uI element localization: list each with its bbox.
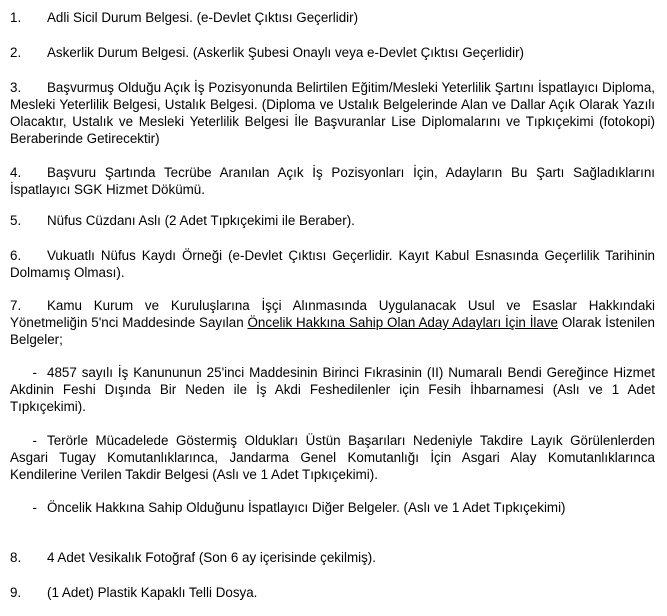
list-item-7	[10, 297, 655, 348]
item-number: 9.	[10, 585, 22, 600]
item-text: 4 Adet Vesikalık Fotoğraf (Son 6 ay içerisinde çekilmiş).	[47, 550, 376, 565]
item-number: 7.	[10, 298, 22, 313]
item-number: 3.	[10, 80, 22, 95]
item-text: Adli Sicil Durum Belgesi. (e-Devlet Çıktısı Geçerlidir)	[47, 10, 359, 25]
item-text: Başvurmuş Olduğu Açık İş Pozisyonunda Belirtilen Eğitim/Mesleki Yeterlilik Şartını İspatlayıcı Diploma, Mesleki Yeterlilik Belgesi, Ustalık Belgesi. (Diploma ve Ustalık Belgelerinde Alan ve Dallar Açık Olarak Yazılı Olacaktır, Ustalık ve Mesleki Yeterlilik Belgesi İle Başvuranlar Lise Diplomalarını ve Tıpkıçekimi (fotokopi) Beraberinde Getirecektir)	[10, 80, 655, 146]
list-item-1	[10, 9, 655, 26]
item-text: Kamu Kurum ve Kuruluşlarına İşçi Alınmasında Uygulanacak Usul ve Esaslar Hakkındaki Yönetmeliğin 5'nci Maddesinde Sayılan	[10, 298, 655, 330]
sub-item-text: Terörle Mücadelede Göstermiş Oldukları Üstün Başarıları Nedeniyle Takdire Layık Görülenlerden Asgari Tugay Komutanlıklarınca, Jandarma Genel Komutanlığı İçin Asgari Alay Komutanlıklarınca Kendilerine Verilen Takdir Belgesi (Aslı ve 1 Adet Tıpkıçekimi).	[10, 433, 655, 482]
sub-item-text: Öncelik Hakkına Sahip Olduğunu İspatlayıcı Diğer Belgeler. (Aslı ve 1 Adet Tıpkıçekimi)	[47, 500, 566, 515]
item-number: 6.	[10, 248, 22, 263]
item-text: Askerlik Durum Belgesi. (Askerlik Şubesi Onaylı veya e-Devlet Çıktısı Geçerlidir)	[47, 45, 524, 60]
item-text: Vukuatlı Nüfus Kaydı Örneği (e-Devlet Çıktısı Geçerlidir. Kayıt Kabul Esnasında Geçerlilik Tarihinin Dolmamış Olması).	[10, 248, 655, 280]
sub-item-1	[10, 364, 655, 415]
sub-item-2	[10, 432, 655, 483]
sub-item-text: 4857 sayılı İş Kanununun 25'inci Maddesinin Birinci Fıkrasinin (II) Numaralı Bendi Gereğince Hizmet Akdinin Feshi Dışında Bir Neden ile İş Akdi Feshedilenler için Fesih İhbarnamesi (Aslı ve 1 Adet Tıpkıçekimi).	[10, 365, 655, 414]
sub-item-3	[10, 499, 655, 516]
item-number: 1.	[10, 10, 22, 25]
item-text: (1 Adet) Plastik Kapaklı Telli Dosya.	[47, 585, 258, 600]
list-item-5	[10, 212, 655, 229]
list-item-8	[10, 549, 655, 566]
item-number: 5.	[10, 213, 22, 228]
item-text: Olarak İstenilen Belgeler;	[10, 315, 655, 347]
sub-item-dash: -	[32, 500, 37, 515]
list-item-9	[10, 584, 655, 601]
list-item-3	[10, 79, 655, 147]
item-number: 2.	[10, 45, 22, 60]
list-item-6	[10, 247, 655, 281]
item-number: 4.	[10, 165, 22, 180]
item-text-underlined: Öncelik Hakkına Sahip Olan Aday Adayları İçin İlave	[247, 315, 558, 330]
list-item-2	[10, 44, 655, 61]
item-text: Nüfus Cüzdanı Aslı (2 Adet Tıpkıçekimi ile Beraber).	[47, 213, 355, 228]
list-item-4	[10, 164, 655, 198]
sub-item-dash: -	[32, 365, 37, 380]
item-number: 8.	[10, 550, 22, 565]
sub-item-dash: -	[32, 433, 37, 448]
item-text: Başvuru Şartında Tecrübe Aranılan Açık İş Pozisyonları İçin, Adayların Bu Şartı Sağladıklarını İspatlayıcı SGK Hizmet Dökümü.	[10, 165, 655, 197]
